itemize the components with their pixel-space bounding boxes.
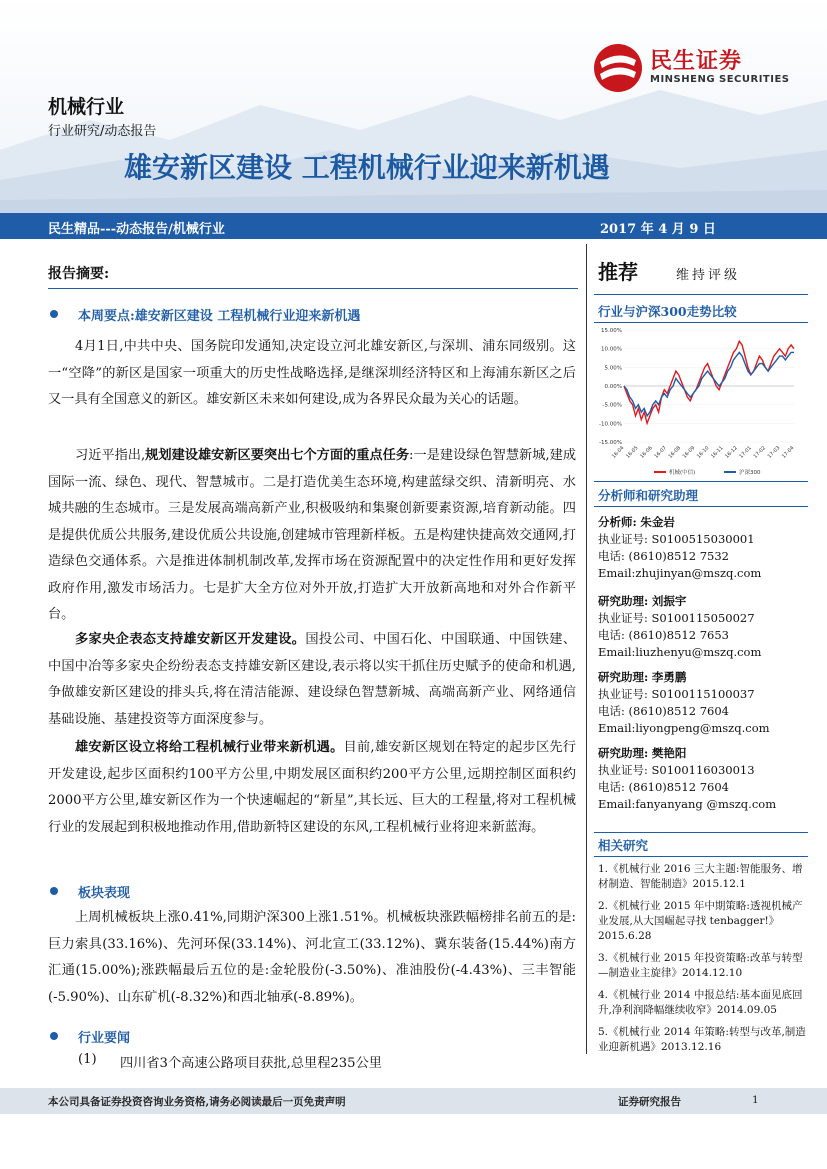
y-tick-label: -5.00% [602, 402, 622, 409]
y-tick-label: 5.00% [604, 365, 622, 372]
report-series: 民生精品---动态报告/机械行业 [48, 222, 225, 237]
x-tick-label: 16-04 [610, 445, 626, 460]
related-section-title: 相关研究 [598, 838, 649, 853]
paragraph-3 [48, 627, 576, 733]
page-number: 1 [752, 1094, 759, 1106]
paragraph-2-rest: :一是建设绿色智慧新城,建成国际一流、绿色、现代、智慧城市。二是打造优美生态环境,构建蓝绿交织、清新明亮、水城共融的生态城市。三是发展高端高新产业,积极吸纳和集聚创新要素资源,培育新动能。四是提供优质公共服务,建设优质公共设施,创建城市管理新样板。五是构建快捷高效交通网,打造绿色交通体系。六是推进体制机制改革,发挥市场在资源配置中的决定性作用和更好发挥政府作用,激发市场活力。七是扩大全方位对外开放,打造扩大开放新高地和对外合作新平台。 [48, 448, 577, 622]
column-divider [586, 244, 587, 1054]
paragraph-4 [48, 735, 576, 841]
related-report-item[interactable]: 1.《机械行业 2016 三大主题:智能服务、增材制造、智能制造》2015.12.1 [598, 863, 803, 890]
analyst-email[interactable]: Email:fanyanyang @mszq.com [598, 797, 777, 811]
section-title-news: 行业要闻 [78, 1031, 131, 1046]
analyst-card [598, 514, 761, 582]
report-type: 行业研究/动态报告 [48, 124, 157, 139]
paragraph-2-lead: 习近平指出, [75, 448, 146, 463]
bullet-icon [50, 887, 58, 895]
summary-divider [48, 288, 578, 289]
paragraph-5: 上周机械板块上涨0.41%,同期沪深300上涨1.51%。机械板块涨跌幅榜排名前五的是:巨力索具(33.16%)、先河环保(33.14%)、河北宣工(33.12%)、冀东装备(15.44%)南方汇通(15.00%);涨跌幅最后五位的是:金轮股份(-3.50%)、准油股份(-4.43%)、三丰智能(-5.90%)、山东矿机(-8.32%)和西北轴承(-8.89%)。 [48, 910, 576, 1005]
analyst-cert: 执业证号: S0100115100037 [598, 687, 755, 701]
report-date: 2017 年 4 月 9 日 [600, 222, 716, 237]
performance-chart [594, 326, 808, 476]
sidebar-divider [594, 856, 808, 857]
paragraph-2 [48, 443, 576, 629]
analyst-card [598, 669, 770, 737]
y-tick-label: 10.00% [601, 346, 622, 353]
related-reports-list [598, 862, 812, 1062]
legend-label: 机械(中信) [669, 470, 696, 476]
section-title-key-points: 本周要点:雄安新区建设 工程机械行业迎来新机遇 [78, 309, 361, 324]
analyst-role: 研究助理: [598, 670, 649, 684]
analyst-name: 李勇鹏 [651, 670, 687, 684]
section-title-sector: 板块表现 [78, 886, 131, 901]
analyst-role: 分析师: [598, 515, 637, 529]
related-report-item[interactable]: 2.《机械行业 2015 年中期策略:透视机械产业发展,从大国崛起寻找 tenbagger!》2015.6.28 [598, 900, 803, 942]
page-title: 雄安新区建设 工程机械行业迎来新机遇 [124, 151, 610, 184]
x-tick-label: 17-04 [780, 445, 796, 460]
bullet-icon [50, 1032, 58, 1040]
analyst-role: 研究助理: [598, 746, 649, 760]
series-line [624, 352, 794, 416]
legend-label: 沪深300 [739, 470, 761, 476]
analyst-cert: 执业证号: S0100115050027 [598, 611, 755, 625]
related-report-item[interactable]: 4.《机械行业 2014 中报总结:基本面见底回升,净利润降幅继续收窄》2014.09.05 [598, 989, 803, 1016]
analyst-name: 刘振宇 [651, 594, 687, 608]
sidebar-divider [594, 506, 808, 507]
x-tick-label: 16-07 [653, 445, 668, 460]
paragraph-1: 4月1日,中共中央、国务院印发通知,决定设立河北雄安新区,与深圳、浦东同级别。这一“空降”的新区是国家一项重大的历史性战略选择,是继深圳经济特区和上海浦东新区之后又一具有全国意义的新区。雄安新区未来如何建设,成为各界民众最为关心的话题。 [48, 339, 576, 407]
y-tick-label: 0.00% [604, 384, 622, 390]
x-tick-label: 16-11 [710, 445, 725, 460]
x-tick-label: 17-03 [766, 445, 782, 460]
paragraph-2-bold: 规划建设雄安新区要突出七个方面的重点任务 [145, 448, 410, 463]
y-tick-label: 15.00% [601, 328, 622, 334]
x-tick-label: 16-09 [681, 445, 697, 460]
rating-label: 维持评级 [676, 268, 741, 283]
x-tick-label: 16-05 [625, 445, 640, 460]
sidebar-divider [594, 481, 808, 482]
paragraph-4-rest: 目前,雄安新区规划在特定的起步区先行开发建设,起步区面积约100平方公里,中期发展区面积约200平方公里,远期控制区面积约2000平方公里,雄安新区作为一个快速崛起的“新星”,其长远、巨大的工程量,将对工程机械行业的发展起到积极地推动作用,借助新特区建设的东风,工程机械行业将迎来新蓝海。 [48, 740, 576, 835]
footer-report-label: 证券研究报告 [618, 1096, 681, 1108]
y-tick-label: -15.00% [599, 440, 622, 446]
paragraph-4-bold: 雄安新区设立将给工程机械行业带来新机遇。 [75, 740, 344, 755]
related-report-item[interactable]: 3.《机械行业 2015 年投资策略:改革与转型—制造业主旋律》2014.12.10 [598, 952, 803, 979]
news-number: (1) [78, 1052, 97, 1067]
sidebar-divider [594, 294, 808, 295]
analyst-name: 朱金岩 [640, 515, 675, 529]
analyst-card [598, 593, 761, 661]
x-tick-label: 16-08 [667, 445, 683, 460]
analyst-name: 樊艳阳 [651, 746, 687, 760]
sidebar-divider [594, 832, 808, 833]
logo-text-en: MINSHENG SECURITIES [650, 74, 790, 85]
industry-label: 机械行业 [48, 96, 125, 118]
news-item-1[interactable]: 四川省3个高速公路项目获批,总里程235公里 [120, 1056, 382, 1071]
analyst-card [598, 745, 776, 813]
summary-heading: 报告摘要: [48, 266, 110, 282]
analyst-phone: 电话: (8610)8512 7653 [598, 628, 729, 642]
analyst-cert: 执业证号: S0100116030013 [598, 763, 755, 777]
y-tick-label: -10.00% [599, 421, 622, 428]
recommend-label: 推荐 [598, 260, 638, 284]
x-tick-label: 16-10 [695, 445, 711, 460]
sidebar-divider [594, 322, 808, 323]
footer-disclaimer: 本公司具备证券投资咨询业务资格,请务必阅读最后一页免责声明 [48, 1096, 346, 1108]
x-tick-label: 17-02 [752, 445, 768, 460]
series-line [624, 341, 794, 423]
x-tick-label: 16-06 [639, 445, 654, 460]
analyst-email[interactable]: Email:liyongpeng@mszq.com [598, 721, 770, 735]
related-report-item[interactable]: 5.《机械行业 2014 年策略:转型与改革,制造业迎新机遇》2013.12.16 [598, 1026, 806, 1053]
analyst-role: 研究助理: [598, 594, 649, 608]
bullet-icon [50, 310, 58, 318]
x-tick-label: 16-12 [724, 445, 739, 460]
chart-title: 行业与沪深300走势比较 [598, 304, 737, 319]
analyst-email[interactable]: Email:zhujinyan@mszq.com [598, 566, 762, 580]
analyst-phone: 电话: (8610)8512 7604 [598, 780, 729, 794]
logo-text-cn: 民生证券 [650, 49, 743, 74]
analyst-email[interactable]: Email:liuzhenyu@mszq.com [598, 645, 762, 659]
analyst-cert: 执业证号: S0100515030001 [598, 532, 755, 546]
x-tick-label: 17-01 [738, 445, 753, 460]
analyst-phone: 电话: (8610)8512 7532 [598, 549, 729, 563]
paragraph-3-bold: 多家央企表态支持雄安新区开发建设。 [75, 632, 306, 647]
analyst-section-title: 分析师和研究助理 [598, 488, 699, 503]
paragraph-3-rest: 国投公司、中国石化、中国联通、中国铁建、中国中冶等多家央企纷纷表态支持雄安新区建设,表示将以实干抓住历史赋予的使命和机遇,争做雄安新区建设的排头兵,将在清洁能源、建设绿色智慧新城、高端高新产业、网络通信基础设施、基建投资等方面深度参与。 [48, 632, 577, 727]
analyst-phone: 电话: (8610)8512 7604 [598, 704, 729, 718]
